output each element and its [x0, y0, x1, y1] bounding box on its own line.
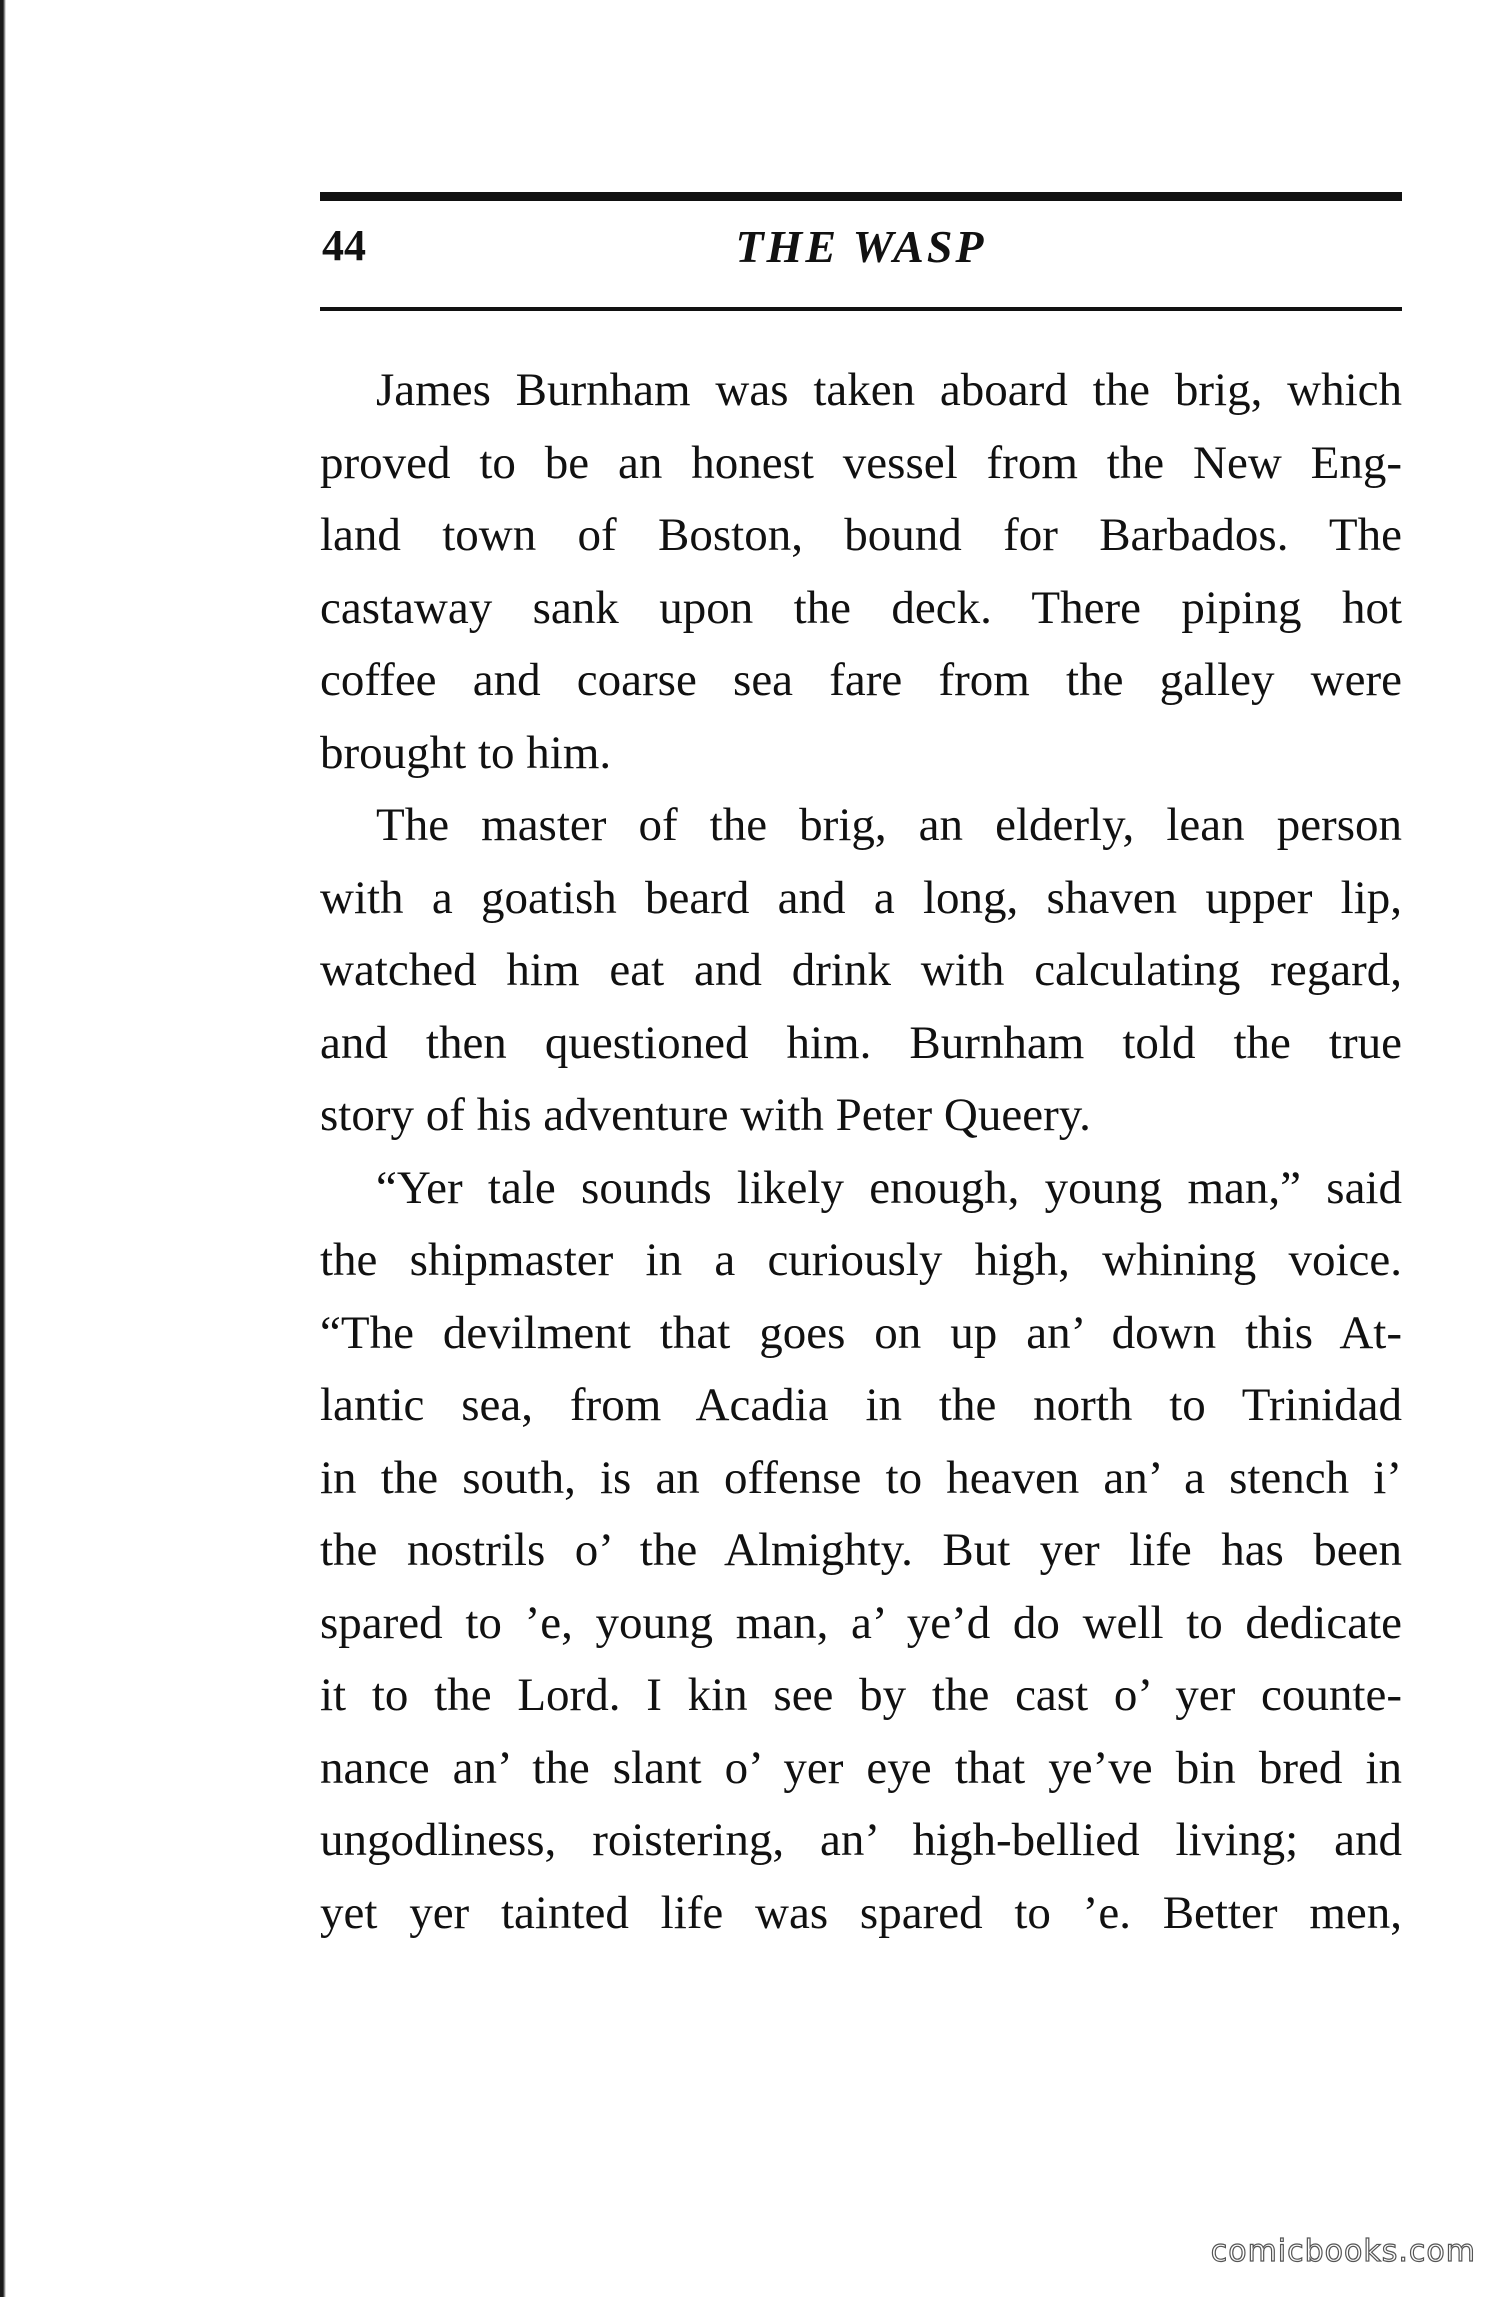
header-rule-bottom [320, 307, 1402, 311]
page-number: 44 [322, 221, 366, 270]
text-line: proved to be an honest vessel from the New Eng- [320, 436, 1402, 489]
text-line: yet yer tainted life was spared to ’e. Better men, [320, 1886, 1402, 1939]
header-rule-top [320, 192, 1402, 201]
text-line: land town of Boston, bound for Barbados. The [320, 509, 1402, 561]
text-line: the shipmaster in a curiously high, whining voice. [320, 1234, 1402, 1286]
text-line: it to the Lord. I kin see by the cast o’ yer counte- [320, 1669, 1402, 1721]
text-line: “Yer tale sounds likely enough, young man,” said [376, 1161, 1402, 1214]
text-line: and then questioned him. Burnham told the true [320, 1016, 1402, 1069]
text-line: lantic sea, from Acadia in the north to Trinidad [320, 1379, 1402, 1431]
running-title: THE WASP [735, 221, 987, 272]
text-line: spared to ’e, young man, a’ ye’d do well to dedicate [320, 1596, 1402, 1649]
text-line: with a goatish beard and a long, shaven upper lip, [320, 871, 1402, 924]
text-line: The master of the brig, an elderly, lean person [376, 799, 1402, 851]
text-line: nance an’ the slant o’ yer eye that ye’ve bin bred in [320, 1741, 1402, 1794]
text-line: coffee and coarse sea fare from the galley were [320, 654, 1402, 706]
watermark: comicbooks.com [1210, 2234, 1476, 2269]
text-line: story of his adventure with Peter Queery. [320, 1089, 1091, 1141]
body-text [320, 354, 1402, 1949]
text-line: ungodliness, roistering, an’ high-bellied living; and [320, 1814, 1402, 1866]
text-line: James Burnham was taken aboard the brig, which [376, 364, 1402, 416]
text-line: watched him eat and drink with calculating regard, [320, 944, 1402, 996]
text-line: “The devilment that goes on up an’ down this At- [320, 1306, 1402, 1359]
text-line: castaway sank upon the deck. There piping hot [320, 581, 1402, 634]
text-line: in the south, is an offense to heaven an’ a stench i’ [320, 1451, 1402, 1504]
page-binding-edge [0, 0, 6, 2297]
text-line: the nostrils o’ the Almighty. But yer life has been [320, 1524, 1402, 1576]
text-line: brought to him. [320, 726, 612, 779]
